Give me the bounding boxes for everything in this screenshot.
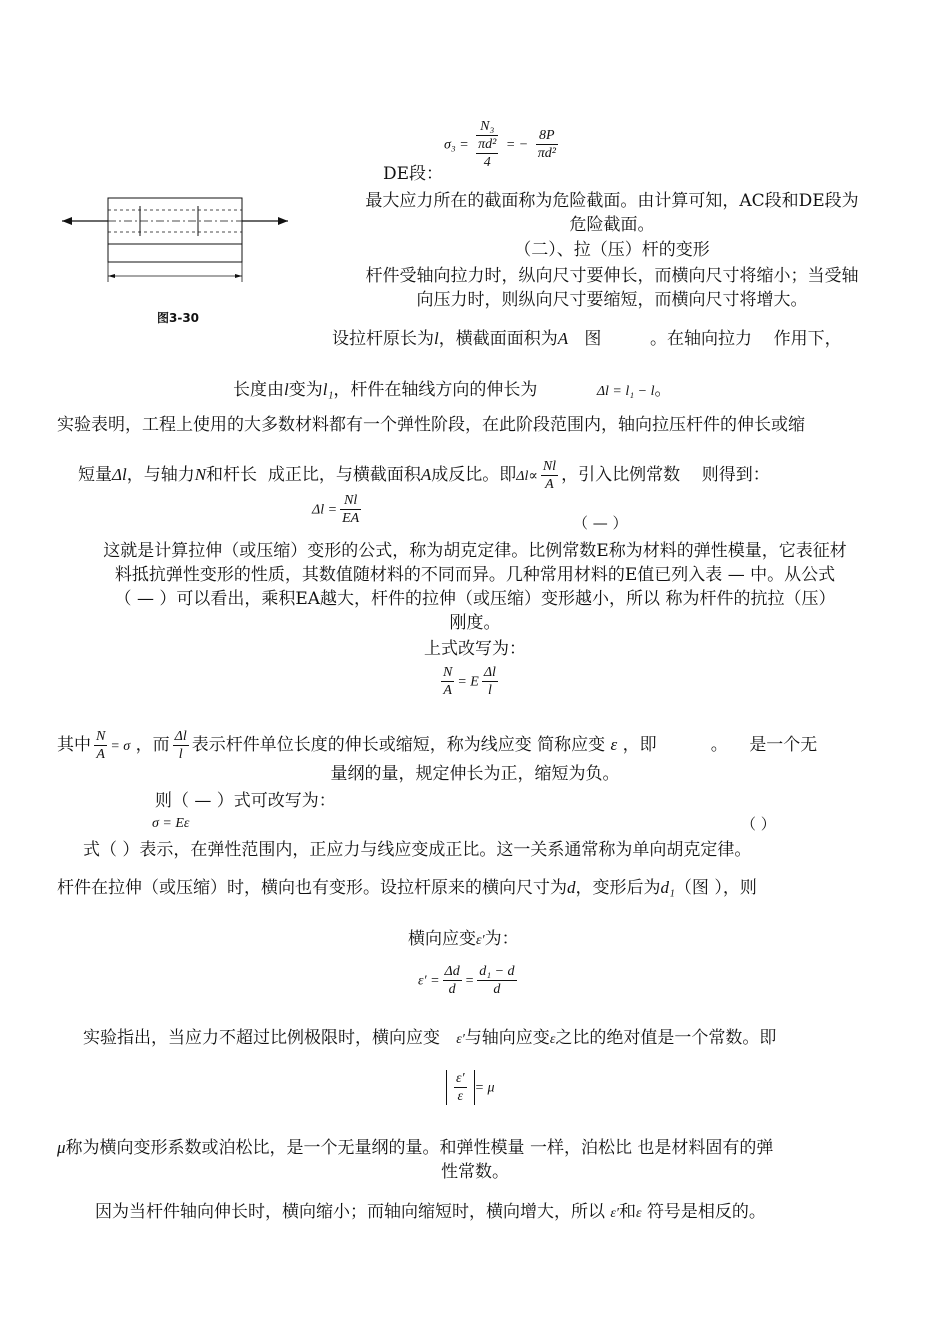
sigma3-fraction-2: $\frac{8P}{\text{πd²}}$ — [537, 128, 556, 161]
paragraph-6-line1: 其中 $\frac{N}{A}$ = σ ，而 $\frac{\Delta l}{l}$ 表示杆件单位长度的伸长或缩短，称为线应变 简称应变 ε ，即 。 是一个无 — [57, 729, 818, 762]
poisson-equation: $\frac{\varepsilon'}{\varepsilon}$ = μ — [446, 1070, 495, 1105]
paragraph-13: 因为当杆件轴向伸长时，横向缩小；而轴向缩短时，横向增大，所以 ε′和ε 符号是相反的。 — [95, 1202, 766, 1222]
rewrite-fraction-1: $\frac{N}{A}$ — [443, 665, 453, 698]
rewrite-equation: $\frac{N}{A}$ = E $\frac{\Delta l}{l}$ — [443, 665, 496, 698]
danger-section-line1: 最大应力所在的截面称为危险截面。由计算可知，AC段和DE段为 — [365, 191, 859, 211]
sigma3-fraction-1: N₃ πd² 4 — [478, 119, 497, 170]
rewrite-fraction-2: $\frac{\Delta l}{l}$ — [483, 665, 496, 698]
paragraph-5-line1: 这就是计算拉伸（或压缩）变形的公式，称为胡克定律。比例常数E称为材料的弹性模量，它表征材 — [103, 541, 847, 561]
paragraph-6-line2: 量纲的量，规定伸长为正，缩短为负。 — [330, 764, 620, 784]
de-segment-label: DE段： — [383, 164, 444, 184]
lateral-fraction-2: $\frac{\text{d₁ − d}}{d}$ — [479, 964, 515, 997]
paragraph-5-line4: 刚度。 — [449, 613, 501, 633]
stress-fraction: $\frac{N}{A}$ — [96, 729, 106, 762]
absolute-value — [446, 1070, 475, 1105]
paragraph-2: 设拉杆原长为l，横截面面积为A 图 。在轴向拉力 作用下， — [332, 329, 842, 349]
paragraph-12-line1: μ称为横向变形系数或泊松比，是一个无量纲的量。和弹性模量 一样，泊松比 也是材料固有的弹 — [57, 1138, 774, 1158]
paragraph-4-line1: 实验表明，工程上使用的大多数材料都有一个弹性阶段，在此阶段范围内，轴向拉压杆件的伸长或缩 — [57, 415, 805, 435]
paragraph-1-line2: 向压力时，则纵向尺寸要缩短，而横向尺寸将增大。 — [416, 290, 808, 310]
section-title: （二）、拉（压）杆的变形 — [514, 240, 710, 260]
sigma-equation-number: （ ） — [741, 815, 776, 833]
hooke-fraction: $\frac{Nl}{EA}$ — [342, 493, 360, 526]
poisson-fraction: $\frac{\varepsilon'}{\varepsilon}$ — [456, 1071, 465, 1104]
sigma3-equation: σ₃ = N₃ πd² 4 = − $\frac{8P}{\text{πd²}}$ — [444, 119, 556, 170]
hooke-equation-number: （ — ） — [573, 514, 628, 532]
danger-section-line2: 危险截面。 — [569, 215, 655, 235]
paragraph-5-line2: 料抵抗弹性变形的性质，其数值随材料的不同而异。几种常用材料的E值已列入表 — 中。从公式 — [114, 565, 836, 585]
rod-tension-diagram-icon — [62, 190, 292, 295]
hooke-equation: Δl = $\frac{Nl}{EA}$ — [312, 493, 360, 526]
paragraph-9: 杆件在拉伸（或压缩）时，横向也有变形。设拉杆原来的横向尺寸为d，变形后为d₁（图 ），则 — [57, 878, 757, 898]
figure-caption: 图3-30 — [157, 311, 200, 325]
strain-fraction: $\frac{\Delta l}{l}$ — [174, 729, 187, 762]
paragraph-12-line2: 性常数。 — [441, 1162, 509, 1182]
paragraph-5-line3: （ — ）可以看出，乘积EA越大，杆件的拉伸（或压缩）变形越小，所以 称为杆件的抗拉（压） — [114, 589, 836, 609]
paragraph-8: 式（ ）表示，在弹性范围内，正应力与线应变成正比。这一关系通常称为单向胡克定律。 — [83, 840, 752, 860]
paragraph-4-line2: 短量Δl，与轴力N和杆长 成正比，与横截面积A成反比。即Δl∝ $\frac{Nl}{A}$ ，引入比例常数 则得到： — [78, 459, 770, 492]
proportion-fraction: $\frac{Nl}{A}$ — [542, 459, 557, 492]
lateral-strain-equation: ε′ = $\frac{\Delta d}{d}$ = $\frac{\text{d₁ − d}}{d}$ — [418, 964, 515, 997]
paragraph-11: 实验指出，当应力不超过比例极限时，横向应变 ε′与轴向应变ε之比的绝对值是一个常数。即 — [83, 1028, 777, 1048]
paragraph-1-line1: 杆件受轴向拉力时，纵向尺寸要伸长，而横向尺寸将缩小；当受轴 — [365, 266, 859, 286]
sigma-equation: σ = Eε — [152, 816, 190, 831]
paragraph-3: 长度由l变为l₁，杆件在轴线方向的伸长为 Δl = l₁ − l。 — [233, 380, 672, 400]
paragraph-7: 则（ — ）式可改写为： — [155, 791, 336, 811]
rewrite-label: 上式改写为： — [424, 639, 526, 659]
lateral-fraction-1: $\frac{\Delta d}{d}$ — [444, 964, 460, 997]
paragraph-10: 横向应变ε′为： — [408, 929, 519, 949]
